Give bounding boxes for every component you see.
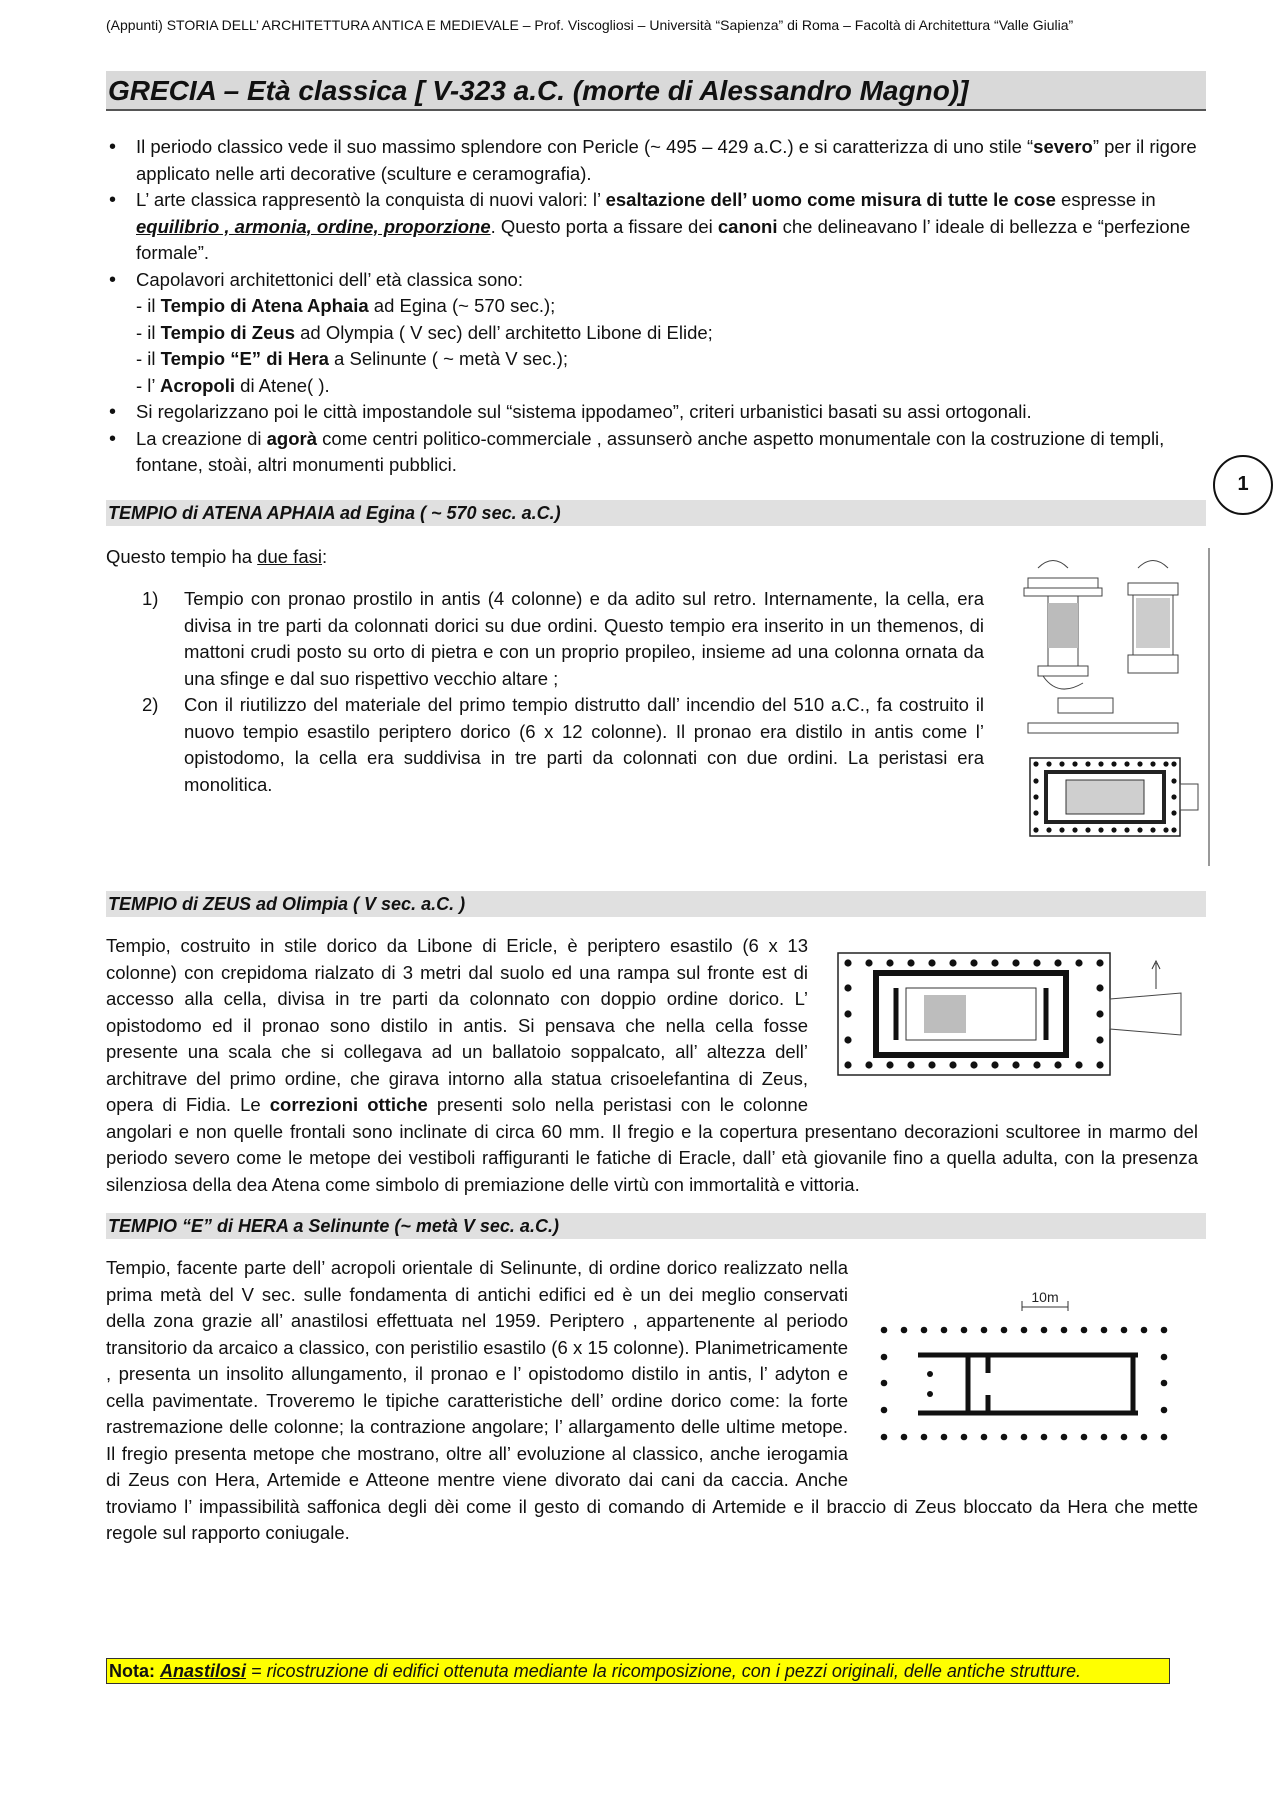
note-box: Nota: Anastilosi = ricostruzione di edifici ottenuta mediante la ricomposizione, con i pezzi originali, delle antiche strutture. (106, 1658, 1170, 1684)
zeus-plan-figure (836, 933, 1198, 1109)
intro-bullet-list (106, 134, 1206, 479)
aphaia-figure (998, 548, 1213, 866)
section-heading-aphaia: TEMPIO di ATENA APHAIA ad Egina ( ~ 570 sec. a.C.) (106, 500, 1206, 526)
aphaia-lead: Questo tempio ha due fasi: (106, 546, 328, 567)
aphaia-phases-list (142, 586, 984, 798)
hera-plan-figure (878, 1255, 1198, 1479)
list-item: • Si regolarizzano poi le città impostandole sul “sistema ippodameo”, criteri urbanistici basati su assi ortogonali. (106, 399, 1206, 426)
section-heading-zeus: TEMPIO di ZEUS ad Olimpia ( V sec. a.C. ) (106, 891, 1206, 917)
scale-bar-label: 10m (1031, 1289, 1059, 1305)
page-title: GRECIA – Età classica [ V-323 a.C. (morte di Alessandro Magno)] (106, 71, 1206, 111)
figure-caption-icon (1020, 721, 1022, 728)
list-item: • Capolavori architettonici dell’ età classica sono: - il Tempio di Atena Aphaia ad Egina (~ 570 sec.); - il Tempio di Zeus ad Olympia ( V sec) dell’ architetto Libone di Elide; - il Tempio “E” di Hera a Selinunte ( ~ metà V sec.); - l’ Acropoli di Atene( ). (106, 267, 1206, 400)
list-item: 1) Tempio con pronao prostilo in antis (4 colonne) e da adito sul retro. Internamente, la cella, era divisa in tre parti da colonnati dorici su due ordini. Questo tempio era inserito in un themenos, di mattoni crudi posto su orto di pietra e con un proprio propileo, insieme ad una colonna ornata da una sfinge e dal suo rispettivo vecchio altare ; (142, 588, 984, 689)
list-item: • Il periodo classico vede il suo massimo splendore con Pericle (~ 495 – 429 a.C.) e si caratterizza di uno stile “severo” per il rigore applicato nelle arti decorative (sculture e ceramografia). (106, 134, 1206, 187)
list-item: • La creazione di agorà come centri politico-commerciale , assunserò anche aspetto monumentale con la costruzione di templi, fontane, stoài, altri monumenti pubblici. (106, 426, 1206, 479)
hera-paragraph: 10m Tempio, facente parte dell’ acropoli orientale di Selinunte, di ordine dorico realizzato nella prima metà del V sec. sulle fondamenta di antichi edifici ed è un dei meglio conservati della zona grazie all’ anastilosi effettuata nel 1959. Periptero , appartenente al periodo transitorio da arcaico a classico, con peristilio esastilo (6 x 15 colonne). Planimetricamente , presenta un insolito allungamento, il pronao e l’ opistodomo distilo in antis, l’ adyton e cella pavimentate. Troveremo le tipiche caratteristiche dell’ ordine dorico come: la forte rastremazione delle colonne; la contrazione angolare; l’ allargamento delle ultime metope. Il fregio presenta metope che mostrano, oltre all’ evoluzione al classico, anche ierogamia di Zeus con Hera, Artemide e Atteone mentre viene divorato dai cani da caccia. Anche troviamo l’ impassibilità saffonica degli dèi come il gesto di comando di Artemide e il braccio di Zeus bloccato da Hera che mette regole sul rapporto coniugale. (106, 1257, 1198, 1543)
zeus-figure-wrap (836, 933, 1198, 1109)
list-item: • L’ arte classica rappresentò la conquista di nuovi valori: l’ esaltazione dell’ uomo come misura di tutte le cose espresse in equilibrio , armonia, ordine, proporzione. Questo porta a fissare dei canoni che delineavano l’ ideale di bellezza e “perfezione formale”. (106, 187, 1206, 267)
hera-figure-wrap (878, 1255, 1198, 1479)
zeus-paragraph: Tempio, costruito in stile dorico da Libone di Ericle, è periptero esastilo (6 x 13 colonne) con crepidoma rialzato di 3 metri dal suolo ed una rampa sul fronte est di accesso alla cella, divisa in tre parti da colonnato con doppio ordine dorico. L’ opistodomo ed il pronao sono distilo in antis. Si pensava che nella cella fosse presente una scala che si collegava ad un ballatoio soppalcato, all’ altezza dell’ architrave del primo ordine, che girava intorno alla statua crisoelefantina di Zeus, opera di Fidia. Le correzioni ottiche presenti solo nella peristasi con le colonne angolari e non quelle frontali sono inclinate di circa 60 mm. Il fregio e la copertura presentano decorazioni scultoree in marmo del periodo severo come le metope dei vestiboli raffiguranti le fatiche di Eracle, dall’ età giovanile fino a quella adulta, con la presenza silenziosa della dea Atena come simbolo di premiazione delle virtù con immortalità e vittoria. (106, 935, 1198, 1195)
list-item: 2) Con il riutilizzo del materiale del primo tempio distrutto dall’ incendio del 510 a.C., fa costruito il nuovo tempio esastilo periptero dorico (6 x 12 colonne). Il pronao era distilo in antis come l’ opistodomo, la cella era suddivisa in tre parti da colonnati con due ordini. La peristasi era monolitica. (142, 694, 984, 795)
page-number-badge: 1 (1213, 455, 1273, 515)
page-header: (Appunti) STORIA DELL’ ARCHITETTURA ANTICA E MEDIEVALE – Prof. Viscogliosi – Università “Sapienza” di Roma – Facoltà di Architettura “Valle Giulia” (106, 17, 1074, 33)
section-heading-hera: TEMPIO “E” di HERA a Selinunte (~ metà V sec. a.C.) (106, 1213, 1206, 1239)
